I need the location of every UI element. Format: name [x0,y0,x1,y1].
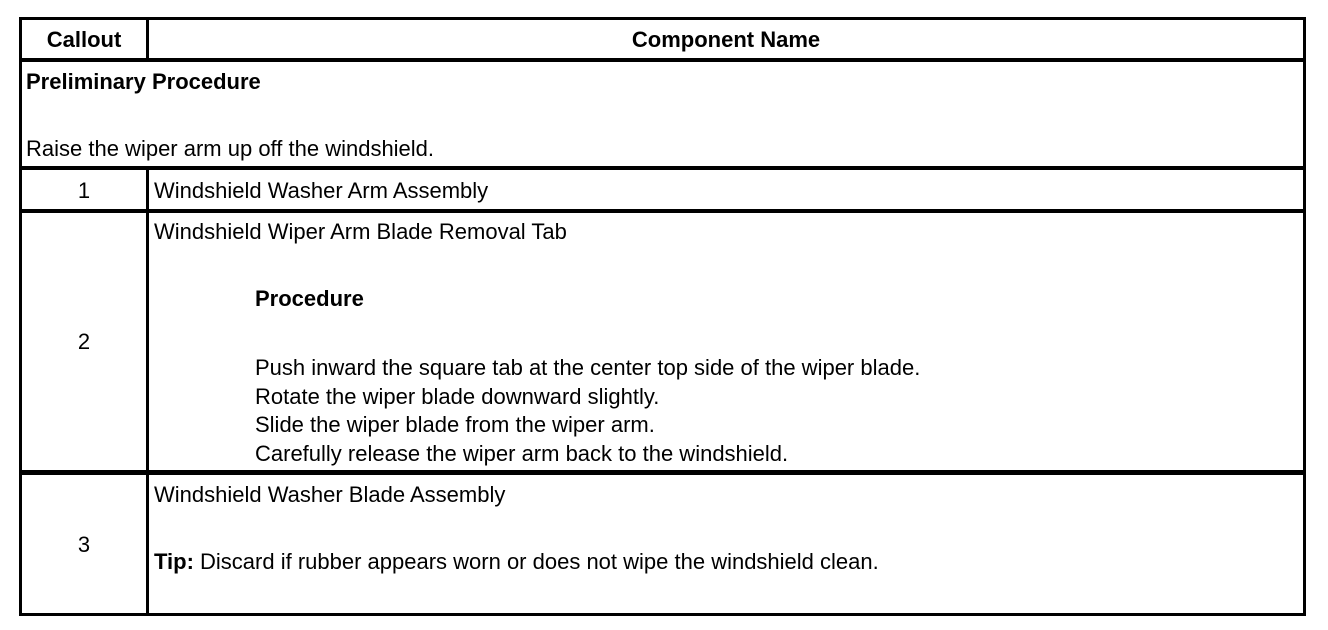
preliminary-title: Preliminary Procedure [26,69,261,94]
row2-step-4: Carefully release the wiper arm back to the windshield. [255,441,789,466]
row2-step-1: Push inward the square tab at the center top side of the wiper blade. [255,355,921,380]
row1-divider [22,209,1303,213]
header-callout: Callout [46,27,122,52]
row3-callout: 3 [77,532,91,557]
component-table [19,17,1306,616]
header-component-name: Component Name [631,27,821,52]
header-divider [22,58,1303,62]
row1-callout: 1 [77,178,91,203]
row2-procedure-title: Procedure [255,286,364,311]
tip-text: Discard if rubber appears worn or does not wipe the windshield clean. [193,549,879,574]
row2-step-2: Rotate the wiper blade downward slightly. [255,384,660,409]
row2-callout: 2 [77,329,91,354]
preliminary-text: Raise the wiper arm up off the windshield. [26,136,435,161]
row2-name: Windshield Wiper Arm Blade Removal Tab [154,219,567,244]
column-divider-body [146,170,149,613]
row2-step-3: Slide the wiper blade from the wiper arm. [255,412,655,437]
preliminary-divider [22,166,1303,170]
row1-name: Windshield Washer Arm Assembly [154,178,489,203]
row2-divider [22,470,1303,475]
tip-label: Tip: [154,549,194,574]
row3-tip [154,547,879,576]
row3-name: Windshield Washer Blade Assembly [154,482,506,507]
